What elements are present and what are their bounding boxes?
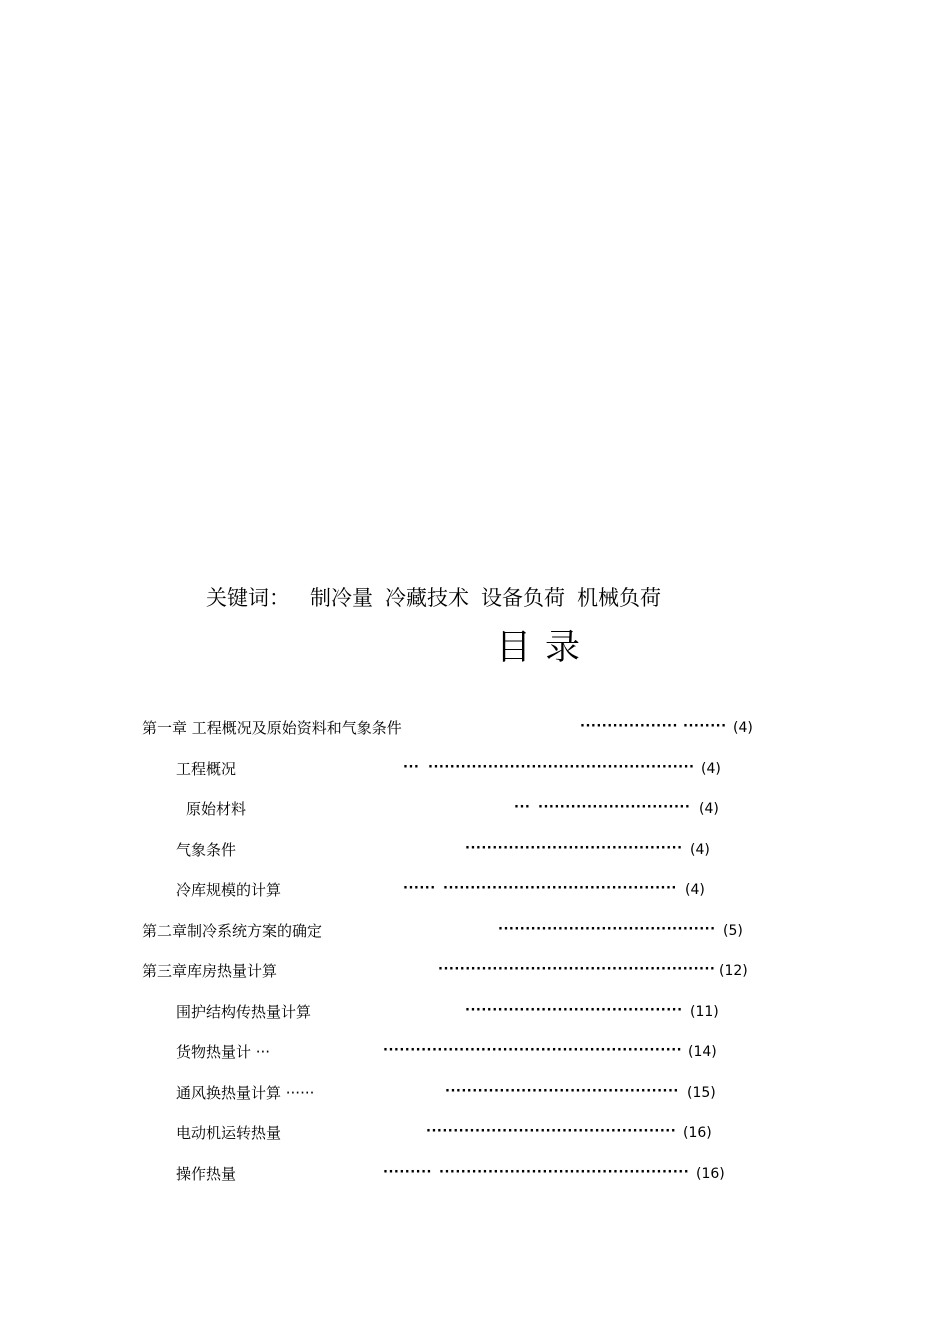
keyword-term: 机械负荷 [577, 586, 661, 610]
toc-entry[interactable] [0, 959, 950, 983]
toc-dot-leader: ······ [403, 881, 436, 896]
toc-dot-leader: ··· [403, 760, 420, 775]
toc-page-number: (16) [683, 1125, 712, 1141]
toc-entry[interactable] [0, 1162, 950, 1186]
toc-entry-title: 通风换热量计算 ······ [176, 1084, 315, 1102]
toc-entry[interactable] [0, 716, 950, 740]
toc-page-number: (4) [685, 882, 705, 898]
toc-dot-leader: ·············································· [439, 1165, 690, 1180]
toc-entry-title: 第二章制冷系统方案的确定 [142, 922, 323, 940]
toc-dot-leader: ··········································· [443, 881, 677, 896]
keyword-term: 制冷量 [310, 586, 373, 610]
toc-entry-title: 气象条件 [176, 841, 237, 859]
toc-page-number: (16) [696, 1166, 725, 1182]
keyword-term: 冷藏技术 [385, 586, 469, 610]
toc-entry-title: 原始材料 [186, 800, 247, 818]
keywords-label: 关键词： [206, 586, 290, 610]
toc-entry[interactable] [0, 797, 950, 821]
toc-page-number: (15) [687, 1085, 716, 1101]
toc-dot-leader: ········································ [465, 841, 683, 856]
toc-entry[interactable] [0, 1040, 950, 1064]
toc-page-number: (5) [723, 923, 743, 939]
toc-page-number: (12) [719, 963, 748, 979]
toc-dot-leader: ········································ [498, 922, 716, 937]
toc-page-number: (14) [688, 1044, 717, 1060]
toc-entry-title: 围护结构传热量计算 [176, 1003, 312, 1021]
toc-dot-leader: ·················· [580, 719, 678, 734]
toc-entry[interactable] [0, 1000, 950, 1024]
toc-dot-leader: ········································ [465, 1003, 683, 1018]
toc-page-number: (11) [690, 1004, 719, 1020]
toc-entry[interactable] [0, 757, 950, 781]
toc-dot-leader: ······················································· [383, 1043, 683, 1058]
toc-entry-title: 操作热量 [176, 1165, 237, 1183]
toc-dot-leader: ···························· [538, 800, 691, 815]
toc-dot-leader: ········· [383, 1165, 432, 1180]
toc-entry-title: 第三章库房热量计算 [142, 962, 278, 980]
toc-entry-title: 第一章 工程概况及原始资料和气象条件 [142, 719, 402, 737]
toc-entry[interactable] [0, 878, 950, 902]
toc-entry[interactable] [0, 1081, 950, 1105]
keywords-line [206, 582, 673, 612]
toc-entry-title: 货物热量计 ··· [176, 1043, 271, 1061]
toc-entry[interactable] [0, 919, 950, 943]
toc-dot-leader: ················································· [428, 760, 695, 775]
toc-dot-leader: ········ [683, 719, 727, 734]
toc-title: 目录 [496, 628, 595, 668]
keyword-term: 设备负荷 [481, 586, 565, 610]
toc-page-number: (4) [701, 761, 721, 777]
toc-dot-leader: ··· [514, 800, 531, 815]
toc-entry-title: 工程概况 [176, 760, 237, 778]
toc-entry[interactable] [0, 1121, 950, 1145]
toc-entry[interactable] [0, 838, 950, 862]
toc-dot-leader: ·············································· [426, 1124, 677, 1139]
toc-entry-title: 电动机运转热量 [176, 1124, 282, 1142]
toc-dot-leader: ··················································· [438, 962, 716, 977]
toc-page-number: (4) [690, 842, 710, 858]
toc-entry-title: 冷库规模的计算 [176, 881, 282, 899]
toc-page-number: (4) [733, 720, 753, 736]
toc-page-number: (4) [699, 801, 719, 817]
toc-dot-leader: ··········································· [445, 1084, 679, 1099]
